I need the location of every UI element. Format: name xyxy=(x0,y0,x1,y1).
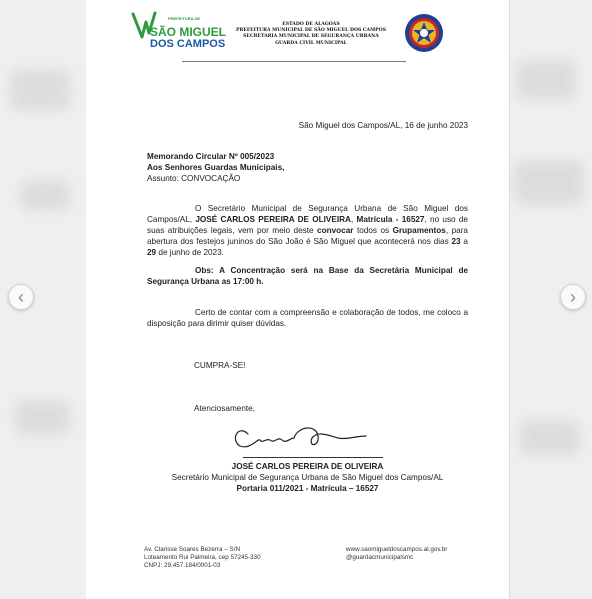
blurred-content xyxy=(516,60,576,100)
prefeitura-logo xyxy=(130,10,227,56)
emphasis-text: convocar xyxy=(317,226,354,235)
footer-address: Loteamento Rui Palmeira, cep 57245-330 xyxy=(144,554,261,561)
handwritten-signature xyxy=(226,416,386,456)
blurred-content xyxy=(514,160,584,205)
blurred-content xyxy=(15,400,70,435)
text-run: O Secretário Municipal de Segurança Urbana de São Miguel dos Campos/AL, xyxy=(147,204,468,224)
letterhead-line: SECRETARIA MUNICIPAL DE SEGURANÇA URBANA xyxy=(243,34,379,40)
text-run: de junho de 2023. xyxy=(156,248,224,257)
cumpra-se: CUMPRA-SE! xyxy=(194,361,246,370)
logo-text-main: SÃO MIGUEL xyxy=(150,25,227,39)
closing-salutation: Atenciosamente, xyxy=(194,404,255,413)
guarda-municipal-seal-icon xyxy=(404,13,444,53)
text-run: a xyxy=(460,237,468,246)
footer-address: Av. Clarisse Soares Bezerra – S/N xyxy=(144,546,241,553)
blurred-content xyxy=(520,420,580,455)
footer-instagram: @guardacmunicipalsmc xyxy=(346,554,414,561)
logo-text-top: PREFEITURA DE xyxy=(168,16,201,21)
document-date: São Miguel dos Campos/AL, 16 de junho 2023 xyxy=(298,121,468,130)
memo-recipients: Aos Senhores Guardas Municipais, xyxy=(147,163,285,172)
memo-subject xyxy=(147,173,240,184)
logo-text-sub: DOS CAMPOS xyxy=(150,38,226,50)
footer-cnpj: CNPJ: 29.457.184/0001-03 xyxy=(144,562,221,569)
letterhead-line: ESTADO DE ALAGOAS xyxy=(282,22,340,27)
text-run: , no uso de suas atribuições legais, vem por meio deste xyxy=(147,215,468,235)
footer-website: www.saomigueldoscampos.al.gov.br xyxy=(346,546,448,553)
observation-paragraph: Obs: A Concentração será na Base da Secretária Municipal de Segurança Urbana as 17:00 h. xyxy=(147,266,468,286)
letterhead-divider xyxy=(182,61,406,62)
emphasis-text: Grupamentos xyxy=(392,226,446,235)
signer-name: JOSÉ CARLOS PEREIRA DE OLIVEIRA xyxy=(231,462,384,471)
text-run: , xyxy=(350,215,357,224)
document-page xyxy=(86,0,509,599)
emphasis-text: 23 xyxy=(451,237,461,246)
secretary-name: JOSÉ CARLOS PEREIRA DE OLIVEIRA xyxy=(195,215,351,224)
registration-number: Matrícula - 16527 xyxy=(356,215,425,224)
closing-paragraph: Certo de contar com a compreensão e colaboração de todos, me coloco a disposição para dirimir quiser dúvidas. xyxy=(147,308,468,328)
signer-role: Secretário Municipal de Segurança Urbana de São Miguel dos Campos/AL xyxy=(171,473,444,482)
letterhead-line: GUARDA CIVIL MUNICIPAL xyxy=(275,40,347,46)
text-run: , para abertura dos festejos juninos do São João é São Miguel que acontecerá nos dias xyxy=(147,226,468,246)
blurred-content xyxy=(20,180,70,210)
next-image-button[interactable] xyxy=(560,284,586,310)
letterhead-line: PREFEITURA MUNICIPAL DE SÃO MIGUEL DOS CAMPOS xyxy=(236,28,386,34)
text-run: todos os xyxy=(353,226,393,235)
signer-portaria: Portaria 011/2021 - Matrícula – 16527 xyxy=(236,484,379,493)
previous-image-button[interactable] xyxy=(8,284,34,310)
letterhead-text xyxy=(236,22,386,47)
blurred-content xyxy=(10,70,70,110)
chevron-right-icon: › xyxy=(570,287,576,307)
subject-value: CONVOCAÇÃO xyxy=(181,174,241,183)
emphasis-text: 29 xyxy=(147,248,157,257)
body-paragraph xyxy=(147,203,468,258)
signature-line xyxy=(243,457,383,458)
memo-number: Memorando Circular Nº 005/2023 xyxy=(147,152,275,161)
chevron-left-icon: ‹ xyxy=(18,287,24,307)
subject-label: Assunto: xyxy=(147,174,179,183)
